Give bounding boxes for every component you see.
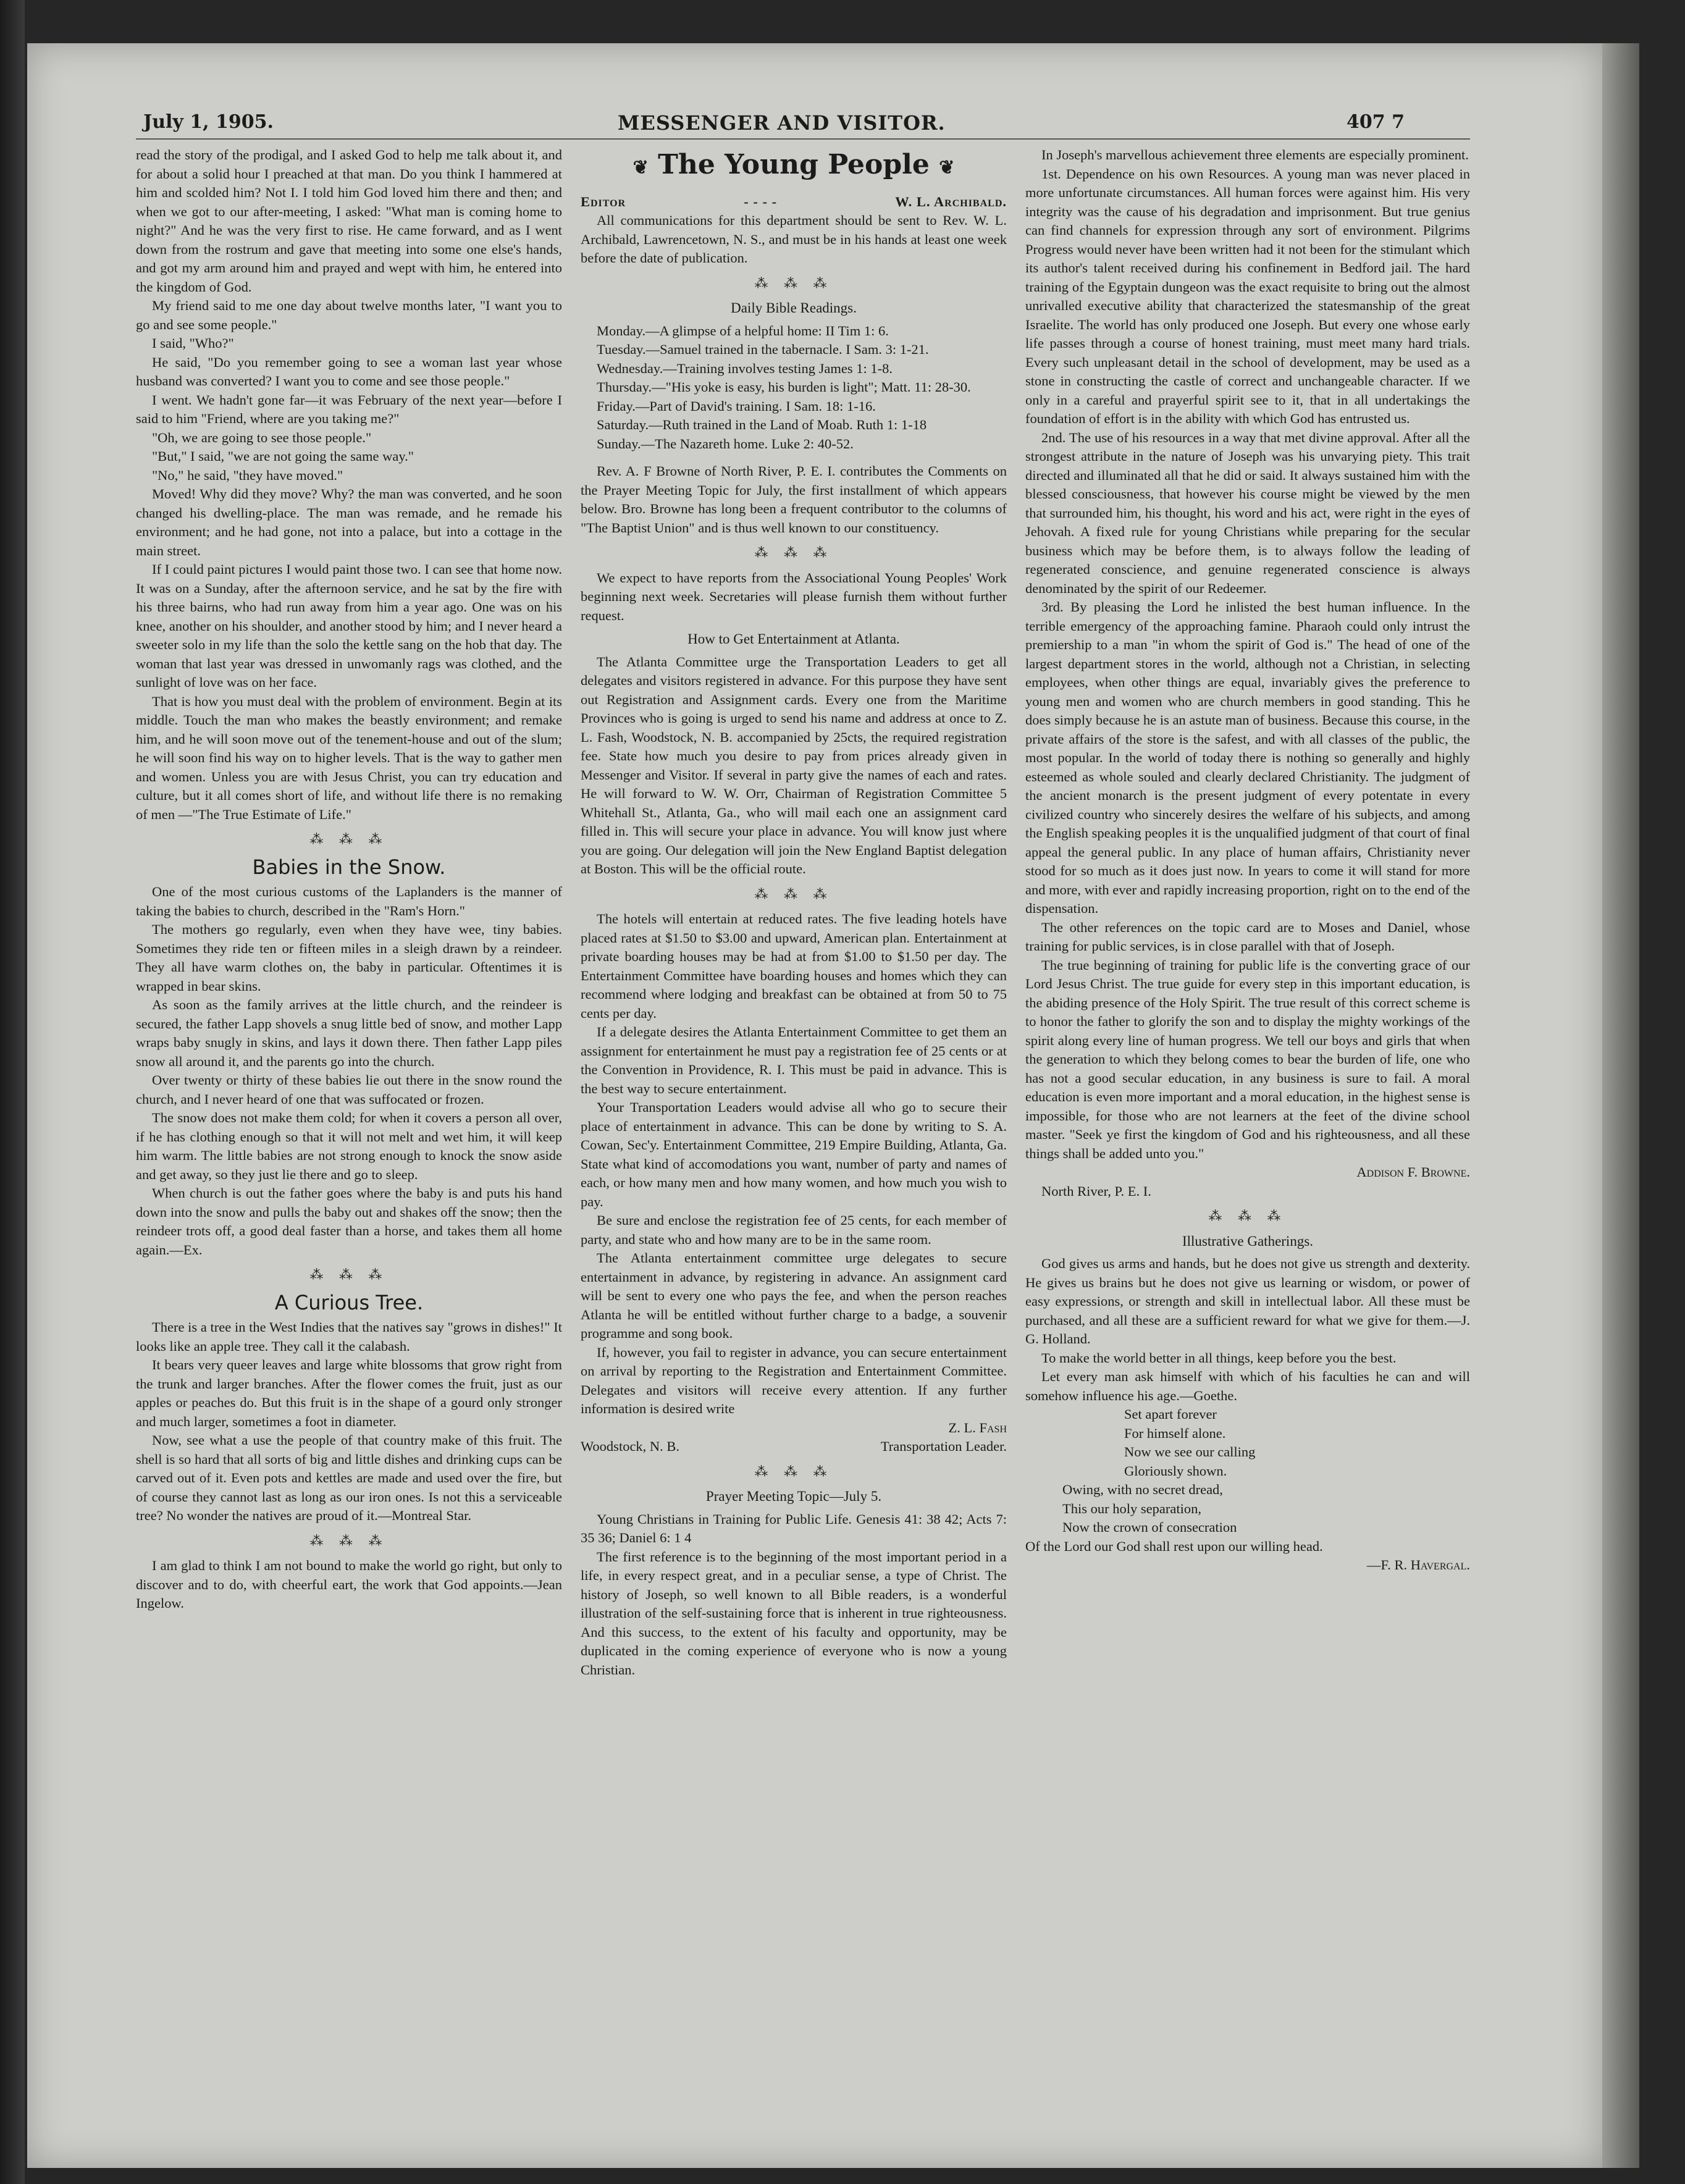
reading-item: Friday.—Part of David's training. I Sam. 18: 1-16.: [597, 398, 876, 414]
signature-browne: Addison F. Browne.: [1356, 1164, 1470, 1180]
reading-item: Monday.—A glimpse of a helpful home: II Tim 1: 6.: [597, 322, 889, 338]
leaf-ornament-icon: ❦: [632, 157, 649, 178]
quotation: I am glad to think I am not bound to make the world go right, but only to discover and to do, with cheerful eart, the work that God appoints.—Jean Ingelow.: [136, 1558, 562, 1611]
heading-prayer-topic: Prayer Meeting Topic—July 5.: [705, 1489, 882, 1504]
ornament: ⁂ ⁂ ⁂: [754, 886, 833, 902]
paragraph: To make the world better in all things, keep before you the best.: [1041, 1350, 1397, 1366]
heading-bible-readings: Daily Bible Readings.: [731, 300, 857, 316]
paragraph: If a delegate desires the Atlanta Entertainment Committee to get them an assignment for entertainment he must pay a registration fee of 25 cents or at the Convention in Providence, R. I. This must be paid in advance. This is the best way to secure entertainment.: [581, 1024, 1007, 1096]
paragraph: One of the most curious customs of the Laplanders is the manner of taking the babies to church, described in the "Ram's Horn.": [136, 884, 562, 918]
ornament: ⁂ ⁂ ⁂: [754, 1463, 833, 1479]
poem-line: Now the crown of consecration: [1062, 1519, 1237, 1535]
ornament: ⁂ ⁂ ⁂: [309, 831, 389, 847]
signature-place: Woodstock, N. B.: [581, 1438, 680, 1454]
paragraph: The mothers go regularly, even when they have wee, tiny babies. Sometimes they ride ten or fifteen miles in a sleigh drawn by a reindeer. They all have warm clothes on, the baby in particular. Oftentimes it is wrapped in bear skins.: [136, 922, 562, 994]
poem-line: For himself alone.: [1124, 1425, 1226, 1441]
editor-label: Editor: [581, 193, 626, 209]
paragraph: That is how you must deal with the problem of environment. Begin at its middle. Touch the man who makes the beastly environment; and remake him, and he will soon move out of the tenement-house and out of the slum; he will soon find his way on to higher levels. That is the way to gather men and women. Unless you are with Jesus Christ, you can try education and culture, but it all comes short of life, and without life there is no remaking of men —"The True Estimate of Life.": [136, 693, 562, 822]
paragraph: Be sure and enclose the registration fee of 25 cents, for each member of party, and state who and how many are to be in the same room.: [581, 1212, 1007, 1247]
ornament: ⁂ ⁂ ⁂: [754, 275, 833, 291]
heading-illustrative: Illustrative Gatherings.: [1182, 1233, 1314, 1249]
editor-dashes: - - - -: [744, 193, 778, 209]
poem-line: This our holy separation,: [1062, 1500, 1201, 1516]
paragraph: "But," I said, "we are not going the same way.": [152, 448, 414, 464]
paragraph: If I could paint pictures I would paint those two. I can see that home now. It was on a Sunday, after the afternoon service, and he sat by the fire with his three bairns, who had run away from him a year ago. One was on his knee, another on his shoulder, and another stood by him; and I never heard a sweeter solo in my life than the solo the kettle sang on the hob that day. The woman that last year was dressed in unwomanly rags was clothed, and the sunlight of love was on her face.: [136, 561, 562, 690]
paragraph: 1st. Dependence on his own Resources. A young man was never placed in more unfortunate circumstances. All human forces were against him. His very integrity was the cause of his degradation and imprisonment. But true genius can find channels for expression through any sort of environment. Pilgrims Progress would never have been written had it not been for the stimulant which its author's talent received during his confinement in Bedford jail. The hard training of the Egyptain dungeon was the exact requisite to bring out the almost unrivalled executive ability that characterized the statesmanship of the great Israelite. The world has only produced one Joseph. But every one whose early life passes through a course of honest training, must meet many hard trials. Every such unpleasant detail in the school of development, may be used as a stone in constructing the castle of correct and unchangeable character. If we only in a careful and prayerful spirit see to it, that in all undertakings the foundation of effort is in the ability with which God has entrusted us.: [1025, 166, 1470, 426]
poem-line: Gloriously shown.: [1124, 1463, 1227, 1479]
paragraph: Your Transportation Leaders would advise all who go to secure their place of entertainment in advance. This can be done by writing to S. A. Cowan, Sec'y. Entertainment Committee, 219 Empire Building, Atlanta, Ga. State what kind of accomodations you want, number of party and names of each, or how many men and how many women, and how much you wish to pay.: [581, 1099, 1007, 1209]
signature-name: Z. L. Fash: [948, 1419, 1007, 1435]
paragraph: read the story of the prodigal, and I asked God to help me talk about it, and for about a solid hour I preached at that man. Do you think I hammered at him and scolded him? Not I. I told him God loved him there and then; and when we got to our after-meeting, I asked: "What man is coming home to night?" And he was the very first to rise. He came forward, and as I went down from the rostrum and gave that meeting into some one else's hands, and got my arm around him and prayed and wept with him, he entered into the kingdom of God.: [136, 147, 562, 295]
article-heading-tree: A Curious Tree.: [274, 1290, 424, 1314]
page-number: 407 7: [1347, 111, 1405, 133]
paragraph: The first reference is to the beginning of the most important period in a life, in every respect great, and in a peculiar sense, a type of Christ. The history of Joseph, so well known to all Bible readers, is a wonderful illustration of the self-sustaining force that is inherent in true righteousness. And this success, to the extent of his faculty and opportunity, may be duplicated in the coming experience of everyone who is now a young Christian.: [581, 1548, 1007, 1678]
paragraph: All communications for this department should be sent to Rev. W. L. Archibald, Lawrencetown, N. S., and must be in his hands at least one week before the date of publication.: [581, 212, 1007, 266]
article-heading-babies: Babies in the Snow.: [252, 855, 446, 879]
section-title-text: The Young People: [658, 149, 930, 180]
ornament: ⁂ ⁂ ⁂: [1208, 1208, 1287, 1224]
paragraph: The Atlanta entertainment committee urge delegates to secure entertainment in advance, by registering in advance. An assignment card will be sent to every one who pays the fee, and when the person reaches Atlanta he will be entitled without further charge to a badge, a souvenir programme and song book.: [581, 1250, 1007, 1341]
paragraph: "No," he said, "they have moved.": [152, 467, 343, 483]
paragraph: It bears very queer leaves and large white blossoms that grow right from the trunk and larger branches. After the flower comes the fruit, just as our apples or peaches do. But this fruit is in the shape of a gourd only stronger and much larger, sometimes a foot in diameter.: [136, 1357, 562, 1429]
ornament: ⁂ ⁂ ⁂: [309, 1267, 389, 1282]
poem-author: —F. R. Havergal.: [1367, 1557, 1470, 1573]
paragraph: The Atlanta Committee urge the Transportation Leaders to get all delegates and visitors registered in advance. For this purpose they have sent out Registration and Assignment cards. Every one from the Maritime Provinces who is going is urged to send his name and address at once to Z. L. Fash, Woodstock, N. B. accompanied by 25cts, the required registration fee. State how much you desire to pay from prices already given in Messenger and Visitor. If several in party give the names of each and rates. He will forward to W. W. Orr, Chairman of Registration Committee 5 Whitehall St., Atlanta, Ga., who will mail each one an assignment card filled in. This will secure your place in advance. You will know just where you are going. Our delegation will join the New England Baptist delegation at Boston. This will be the official route.: [581, 653, 1007, 876]
signature-line: [581, 1437, 1007, 1456]
paragraph: "Oh, we are going to see those people.": [152, 429, 372, 445]
poem-line: Now we see our calling: [1124, 1444, 1256, 1460]
paragraph: I went. We hadn't gone far—it was February of the next year—before I said to him "Friend, where are you taking me?": [136, 392, 562, 426]
paragraph: God gives us arms and hands, but he does not give us strength and dexterity. He gives us brains but he does not give us learning or wisdom, or power of easy expressions, or strength and skill in intellectual labor. All these must be purchased, and all these are a sufficient reward for what we give for them.—J. G. Holland.: [1025, 1256, 1470, 1346]
editor-line: [581, 193, 1007, 212]
paragraph: In Joseph's marvellous achievement three elements are especially prominent.: [1041, 147, 1469, 162]
editor-name: W. L. Archibald.: [895, 193, 1007, 209]
heading-atlanta: How to Get Entertainment at Atlanta.: [687, 631, 900, 647]
paragraph: We expect to have reports from the Associational Young Peoples' Work beginning next week. Secretaries will please furnish them without further request.: [581, 569, 1007, 623]
paragraph: 2nd. The use of his resources in a way that met divine approval. After all the strongest attribute in the nature of Joseph was his unvarying piety. This trait directed and illuminated all that he did or said. It always sustained him with the blessed consciousness, that however his course might be viewed by the men that surrounded him, his thought, his word and his act, were right in the eyes of Jehovah. A fixed rule for young Christians while preparing for the secular business which may be before them, is to always follow the leading of regenerated conscience, and genuine regenerated conscience is always denominated by the spirit of our Redeemer.: [1025, 429, 1470, 596]
masthead: MESSENGER AND VISITOR.: [618, 111, 946, 135]
section-title: [581, 149, 1007, 180]
poem-line: Of the Lord our God shall rest upon our willing head.: [1025, 1538, 1323, 1554]
poem-line: Owing, with no secret dread,: [1062, 1482, 1223, 1497]
poem-line: Set apart forever: [1124, 1406, 1217, 1422]
reading-item: Thursday.—"His yoke is easy, his burden is light"; Matt. 11: 28-30.: [597, 379, 971, 395]
poem: [1025, 1405, 1470, 1556]
paragraph: If, however, you fail to register in advance, you can secure entertainment on arrival by reporting to the Registration and Entertainment Committee. Delegates and visitors will receive every attention. If any further information is desired write: [581, 1344, 1007, 1416]
reading-item: Wednesday.—Training involves testing James 1: 1-8.: [597, 360, 893, 376]
paragraph: I said, "Who?": [152, 335, 234, 351]
paragraph: Now, see what a use the people of that country make of this fruit. The shell is so hard that all sorts of big and little dishes and drinking cups can be carved out of it. Even pots and kettles are made and used over the fire, but of course they cannot last as long as our iron ones. Is not this a serviceable tree? No wonder the natives are proud of it.—Montreal Star.: [136, 1432, 562, 1523]
page-edge: [1602, 43, 1639, 2168]
paragraph: Rev. A. F Browne of North River, P. E. I. contributes the Comments on the Prayer Meeting Topic for July, the first installment of which appears below. Bro. Browne has long been a frequent contributor to the columns of "The Baptist Union" and is thus well known to our constituency.: [581, 463, 1007, 536]
signature-title: Transportation Leader.: [880, 1438, 1007, 1454]
paragraph: Moved! Why did they move? Why? the man was converted, and he soon changed his dwelling-place. The man was remade, and he remade his environment; and he had gone, not into a palace, but into a cottage in the main street.: [136, 486, 562, 558]
column-left: [136, 146, 562, 2122]
paragraph: The hotels will entertain at reduced rates. The five leading hotels have placed rates at $1.50 to $3.00 and upward, American plan. Entertainment at private boarding houses may be had at from $1.00 to $1.50 per day. The Entertainment Committee have boarding houses and homes which they can recommend where lodging and breakfast can be obtained at from 50 to 75 cents per day.: [581, 911, 1007, 1021]
reading-item: Saturday.—Ruth trained in the Land of Moab. Ruth 1: 1-18: [597, 417, 927, 432]
paragraph: Let every man ask himself with which of his faculties he can and will somehow influence his age.—Goethe.: [1025, 1369, 1470, 1403]
paragraph: He said, "Do you remember going to see a woman last year whose husband was converted? I want you to come and see those people.": [136, 354, 562, 388]
paragraph: 3rd. By pleasing the Lord he inlisted the best human influence. In the terrible emergency of the approaching famine. Pharaoh could only intrust the premiership to a man "in whom the spirit of God is." The head of one of the largest department stores in the world, although not a Christian, in selecting employees, when other things are equal, invariably gives the preference to young men and women who are church members in good standing. This he does simply because he is an astute man of business. Because this course, in the private affairs of the store is the safest, and with all classes of the public, the most popular. In the world of today there is nothing so generally and highly esteemed as whole souled and clearly declared Christianity. The judgment of the ancient monarch is the present judgment of every potentate in every civilized country who sincerely desires the welfare of his subjects, and among the English speaking peoples it is the unqualified judgment of that court of final appeal the general public. In any place of human affairs, Christianity never stood for so much as it does just now. In years to come it will stand for more and more, with ever and rapidly increasing proportion, right on to the end of the dispensation.: [1025, 599, 1470, 916]
paragraph: The true beginning of training for public life is the converting grace of our Lord Jesus Christ. The true guide for every step in this important education, is the abiding presence of the Holy Spirit. The true result of this correct scheme is to honor the father to glorify the son and to display the mighty workings of the spirit along every line of human progress. We tell our boys and girls that when the generation to which they belong comes to bear the burden of life, one who has not a good secular education, in any business is sure to fail. A moral education is even more important and a moral education, in the highest sense is impossible, for those who are not learners at the feet of the divine school master. "Seek ye first the kingdom of God and his righteousness, and all these things shall be added unto you.": [1025, 957, 1470, 1161]
leaf-ornament-icon: ❦: [939, 157, 955, 178]
paragraph: My friend said to me one day about twelve months later, "I want you to go and see some people.": [136, 298, 562, 332]
paragraph: As soon as the family arrives at the little church, and the reindeer is secured, the father Lapp shovels a snug little bed of snow, and mother Lapp wraps baby snugly in skins, and lays it down there. Then father Lapp piles snow all around it, and the parents go into the church.: [136, 997, 562, 1069]
paragraph: Over twenty or thirty of these babies lie out there in the snow round the church, and I never heard of one that was suffocated or frozen.: [136, 1072, 562, 1107]
ornament: ⁂ ⁂ ⁂: [309, 1532, 389, 1548]
reading-item: Sunday.—The Nazareth home. Luke 2: 40-52.: [597, 435, 854, 452]
column-right: [1025, 146, 1470, 2122]
issue-date: July 1, 1905.: [143, 111, 274, 133]
column-middle: [581, 146, 1007, 2122]
paragraph: The snow does not make them cold; for when it covers a person all over, if he has clothing enough so that it will not melt and wet him, it will keep him warm. The little babies are not strong enough to knock the snow aside and get away, so they just lie there and go to sleep.: [136, 1110, 562, 1182]
scan-edge-left: [0, 0, 25, 2184]
paragraph: There is a tree in the West Indies that the natives say "grows in dishes!" It looks like an apple tree. They call it the calabash.: [136, 1319, 562, 1354]
reading-item: Tuesday.—Samuel trained in the tabernacle. I Sam. 3: 1-21.: [597, 342, 929, 357]
paragraph: When church is out the father goes where the baby is and puts his hand down into the snow and pulls the baby out and shakes off the snow; then the reindeer trots off, a good deal faster than a horse, and takes them all home again.—Ex.: [136, 1185, 562, 1258]
paragraph: Young Christians in Training for Public Life. Genesis 41: 38 42; Acts 7: 35 36; Daniel 6: 1 4: [581, 1511, 1007, 1545]
signature-place: North River, P. E. I.: [1041, 1183, 1151, 1199]
header-rule: [136, 138, 1470, 140]
paragraph: The other references on the topic card are to Moses and Daniel, whose training for public services, is in close parallel with that of Joseph.: [1025, 919, 1470, 954]
ornament: ⁂ ⁂ ⁂: [754, 545, 833, 560]
